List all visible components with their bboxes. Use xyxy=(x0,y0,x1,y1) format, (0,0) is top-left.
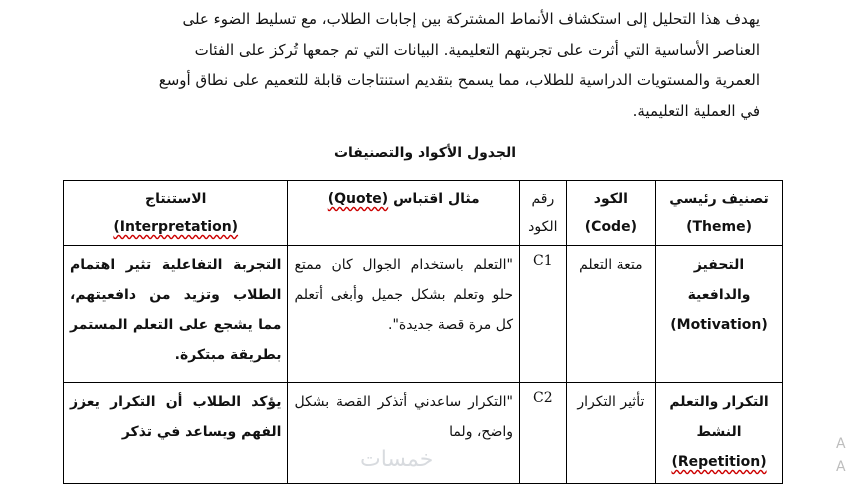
table-caption: الجدول الأكواد والتصنيفات xyxy=(333,145,517,161)
header-interpretation xyxy=(64,181,288,246)
table-row xyxy=(64,246,783,383)
theme-cell xyxy=(656,383,783,484)
code-number-cell: C2 xyxy=(520,383,567,484)
interpretation-cell: التجربة التفاعلية تثير اهتمام الطلاب وتزيد من دافعيتهم، مما يشجع على التعلم المستمر بطريقة مبتكرة. xyxy=(64,246,288,383)
header-theme-en-text: (Theme) xyxy=(686,219,752,235)
code-number-cell: C1 xyxy=(520,246,567,383)
theme-en: (Motivation) xyxy=(670,317,768,333)
paragraph-line: العناصر الأساسية التي أثرت على تجربتهم التعليمية. البيانات التي تم جمعها تُركز على الفئات xyxy=(194,40,760,59)
quote-cell: "التعلم باستخدام الجوال كان ممتع حلو وتعلم بشكل جميل وأبغى أتعلم كل مرة قصة جديدة". xyxy=(288,246,520,383)
header-quote xyxy=(288,181,520,246)
paragraph-line: العمرية والمستويات الدراسية للطلاب، مما يسمح بتقديم استنتاجات قابلة للتعميم على نطاق أوسع xyxy=(158,71,760,89)
interpretation-cell: يؤكد الطلاب أن التكرار يعزز الفهم ويساعد في تذكر xyxy=(64,383,288,484)
header-code-en: (Code) xyxy=(584,219,637,235)
header-num-line1: رقم xyxy=(531,191,555,207)
table-header-row xyxy=(64,181,783,246)
header-num-line2: الكود xyxy=(528,219,558,235)
codes-table xyxy=(63,180,783,484)
header-interp-en-text: (Interpretation) xyxy=(113,219,239,235)
header-code-number xyxy=(520,181,567,246)
code-cell: متعة التعلم xyxy=(566,246,655,383)
theme-cell xyxy=(656,246,783,383)
quote-cell: "التكرار ساعدني أتذكر القصة بشكل واضح، ولما xyxy=(288,383,520,484)
header-code xyxy=(566,181,655,246)
side-mark: A xyxy=(836,436,846,452)
paragraph-line: يهدف هذا التحليل إلى استكشاف الأنماط المشتركة بين إجابات الطلاب، مع تسليط الضوء على xyxy=(182,10,760,28)
theme-ar: التحفيز والدافعية xyxy=(687,257,751,303)
header-theme-en xyxy=(662,213,776,241)
header-theme-ar: تصنيف رئيسي xyxy=(669,191,769,207)
side-mark: A xyxy=(836,459,846,475)
header-quote-line xyxy=(294,185,513,213)
theme-en xyxy=(662,447,776,477)
theme-en-text: (Repetition) xyxy=(671,454,767,470)
header-code-ar: الكود xyxy=(593,191,628,207)
watermark-logo: خمسات xyxy=(360,447,434,472)
header-interp-ar: الاستنتاج xyxy=(144,191,207,207)
header-quote-ar: مثال اقتباس xyxy=(393,191,480,207)
header-quote-en: (Quote) xyxy=(327,191,389,207)
code-cell: تأثير التكرار xyxy=(566,383,655,484)
header-theme xyxy=(656,181,783,246)
intro-paragraph xyxy=(110,4,760,126)
theme-ar: التكرار والتعلم النشط xyxy=(669,394,769,440)
header-interp-en xyxy=(70,213,281,241)
paragraph-line: في العملية التعليمية. xyxy=(632,101,760,120)
